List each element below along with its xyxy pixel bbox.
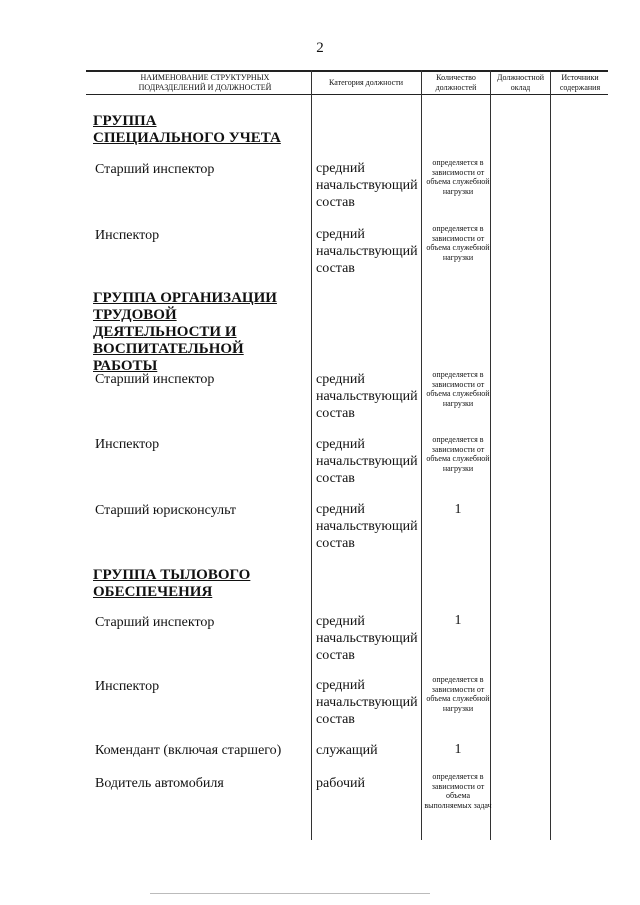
post-category: средний начальствующий состав — [316, 372, 418, 421]
header-name: НАИМЕНОВАНИЕ СТРУКТУРНЫХ ПОДРАЗДЕЛЕНИЙ И ДОЛЖНОСТЕЙ — [138, 73, 272, 92]
header-source: Источники содержания — [559, 73, 601, 92]
post-quantity: определяется в зависимости от объема служебной нагрузки — [426, 675, 490, 713]
post-name: Старший инспектор — [95, 372, 215, 387]
post-quantity: 1 — [454, 742, 462, 757]
post-quantity: 1 — [454, 613, 462, 628]
page-number: 2 — [316, 40, 324, 56]
post-quantity: определяется в зависимости от объема служебной нагрузки — [426, 158, 490, 196]
table-top-rule — [86, 70, 608, 72]
section-title: ГРУППА СПЕЦИАЛЬНОГО УЧЕТА — [93, 113, 281, 146]
footer-rule — [150, 893, 430, 894]
post-name: Инспектор — [95, 679, 160, 694]
post-category: средний начальствующий состав — [316, 227, 418, 276]
column-divider — [550, 70, 551, 840]
header-category: Категория должности — [329, 78, 403, 87]
post-quantity: определяется в зависимости от объема выполняемых задач — [424, 772, 492, 810]
post-quantity: определяется в зависимости от объема служебной нагрузки — [426, 435, 490, 473]
table-header-rule — [86, 94, 608, 95]
header-salary: Должностной оклад — [497, 73, 544, 92]
header-quantity: Количество должностей — [435, 73, 477, 92]
post-name: Старший инспектор — [95, 615, 215, 630]
post-name: Комендант (включая старшего) — [95, 743, 282, 758]
post-quantity: 1 — [454, 502, 462, 517]
post-category: служащий — [316, 743, 378, 758]
post-category: средний начальствующий состав — [316, 161, 418, 210]
column-divider — [311, 70, 312, 840]
post-name: Водитель автомобиля — [95, 776, 224, 791]
section-title: ГРУППА ТЫЛОВОГО ОБЕСПЕЧЕНИЯ — [93, 567, 251, 600]
post-quantity: определяется в зависимости от объема служебной нагрузки — [426, 224, 490, 262]
post-name: Инспектор — [95, 228, 160, 243]
post-category: средний начальствующий состав — [316, 437, 418, 486]
post-category: средний начальствующий состав — [316, 614, 418, 663]
post-name: Старший инспектор — [95, 162, 215, 177]
post-name: Старший юрисконсульт — [95, 503, 237, 518]
post-category: средний начальствующий состав — [316, 678, 418, 727]
post-name: Инспектор — [95, 437, 160, 452]
post-quantity: определяется в зависимости от объема служебной нагрузки — [426, 370, 490, 408]
post-category: рабочий — [316, 776, 365, 791]
section-title: ГРУППА ОРГАНИЗАЦИИ ТРУДОВОЙ ДЕЯТЕЛЬНОСТИ И ВОСПИТАТЕЛЬНОЙ РАБОТЫ — [93, 290, 277, 374]
post-category: средний начальствующий состав — [316, 502, 418, 551]
